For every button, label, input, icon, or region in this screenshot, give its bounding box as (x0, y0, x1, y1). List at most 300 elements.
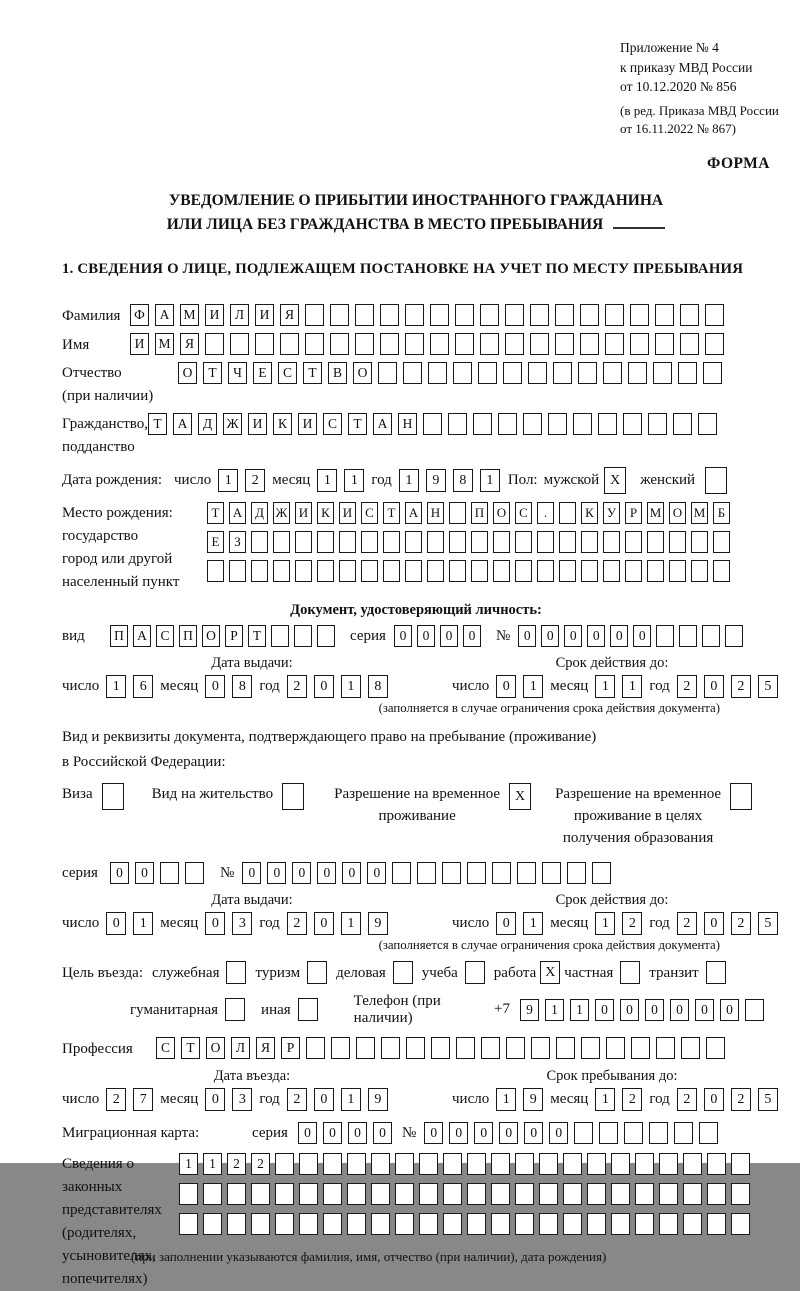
char-cell[interactable]: 1 (133, 912, 153, 935)
firstname-cells[interactable] (130, 333, 730, 355)
char-cell[interactable] (317, 531, 334, 553)
char-cell[interactable]: 5 (758, 675, 778, 698)
char-cell[interactable] (431, 1037, 450, 1059)
char-cell[interactable] (603, 531, 620, 553)
char-cell[interactable] (563, 1183, 582, 1205)
char-cell[interactable] (251, 531, 268, 553)
char-cell[interactable] (406, 1037, 425, 1059)
identity-doc-type-cells[interactable] (110, 625, 340, 647)
char-cell[interactable] (611, 1183, 630, 1205)
char-cell[interactable]: 6 (133, 675, 153, 698)
char-cell[interactable]: 1 (496, 1088, 516, 1111)
char-cell[interactable] (625, 531, 642, 553)
char-cell[interactable] (559, 531, 576, 553)
char-cell[interactable] (473, 413, 492, 435)
residence-series-cells[interactable] (110, 862, 210, 884)
char-cell[interactable] (207, 560, 224, 582)
phone-cells[interactable] (520, 999, 770, 1021)
migration-series-cells[interactable] (298, 1122, 398, 1144)
birth-month-cells[interactable] (317, 469, 364, 492)
char-cell[interactable]: 0 (348, 1122, 367, 1144)
char-cell[interactable]: 1 (570, 999, 589, 1021)
char-cell[interactable]: С (156, 625, 174, 647)
char-cell[interactable]: 0 (595, 999, 614, 1021)
char-cell[interactable]: 1 (317, 469, 337, 492)
char-cell[interactable] (624, 1122, 643, 1144)
char-cell[interactable]: Р (625, 502, 642, 524)
char-cell[interactable] (559, 502, 576, 524)
purpose-official-checkbox[interactable] (226, 961, 246, 984)
char-cell[interactable] (659, 1153, 678, 1175)
char-cell[interactable] (323, 1183, 342, 1205)
char-cell[interactable] (674, 1122, 693, 1144)
char-cell[interactable] (559, 560, 576, 582)
char-cell[interactable] (680, 333, 699, 355)
purpose-work-checkbox[interactable]: X (540, 961, 560, 984)
char-cell[interactable]: В (328, 362, 347, 384)
char-cell[interactable]: 8 (453, 469, 473, 492)
birth-place-row-3[interactable] (207, 560, 735, 582)
char-cell[interactable]: 0 (205, 912, 225, 935)
char-cell[interactable] (480, 333, 499, 355)
char-cell[interactable] (371, 1153, 390, 1175)
char-cell[interactable]: 0 (394, 625, 412, 647)
char-cell[interactable] (659, 1183, 678, 1205)
residence-expiry-day[interactable] (496, 912, 543, 935)
char-cell[interactable]: Д (198, 413, 217, 435)
residence-expiry-year[interactable] (677, 912, 778, 935)
char-cell[interactable] (669, 560, 686, 582)
char-cell[interactable]: 0 (541, 625, 559, 647)
char-cell[interactable] (229, 560, 246, 582)
char-cell[interactable] (419, 1153, 438, 1175)
char-cell[interactable] (356, 1037, 375, 1059)
char-cell[interactable] (380, 304, 399, 326)
char-cell[interactable] (553, 362, 572, 384)
option-temp-residence-edu-checkbox[interactable] (730, 783, 752, 810)
char-cell[interactable]: С (278, 362, 297, 384)
char-cell[interactable] (419, 1183, 438, 1205)
char-cell[interactable]: С (515, 502, 532, 524)
surname-cells[interactable] (130, 304, 730, 326)
char-cell[interactable]: 1 (595, 1088, 615, 1111)
char-cell[interactable] (683, 1153, 702, 1175)
char-cell[interactable] (611, 1213, 630, 1235)
birth-place-row-1[interactable] (207, 502, 735, 524)
char-cell[interactable]: О (206, 1037, 225, 1059)
char-cell[interactable]: 2 (245, 469, 265, 492)
char-cell[interactable]: 0 (314, 912, 334, 935)
char-cell[interactable]: 7 (133, 1088, 153, 1111)
char-cell[interactable] (305, 333, 324, 355)
char-cell[interactable]: 0 (342, 862, 361, 884)
char-cell[interactable] (230, 333, 249, 355)
char-cell[interactable] (548, 413, 567, 435)
char-cell[interactable]: 1 (179, 1153, 198, 1175)
identity-issue-day[interactable] (106, 675, 153, 698)
char-cell[interactable]: 1 (203, 1153, 222, 1175)
char-cell[interactable] (707, 1153, 726, 1175)
char-cell[interactable] (392, 862, 411, 884)
char-cell[interactable]: 0 (373, 1122, 392, 1144)
char-cell[interactable] (581, 1037, 600, 1059)
char-cell[interactable]: 9 (426, 469, 446, 492)
char-cell[interactable]: 0 (267, 862, 286, 884)
char-cell[interactable]: И (248, 413, 267, 435)
char-cell[interactable]: 8 (232, 675, 252, 698)
char-cell[interactable]: О (202, 625, 220, 647)
char-cell[interactable] (592, 862, 611, 884)
char-cell[interactable] (678, 362, 697, 384)
char-cell[interactable]: 2 (731, 912, 751, 935)
char-cell[interactable] (417, 862, 436, 884)
char-cell[interactable] (251, 1183, 270, 1205)
char-cell[interactable] (578, 362, 597, 384)
char-cell[interactable] (656, 625, 674, 647)
char-cell[interactable]: Л (230, 304, 249, 326)
char-cell[interactable] (603, 362, 622, 384)
char-cell[interactable]: 2 (731, 675, 751, 698)
char-cell[interactable]: И (339, 502, 356, 524)
char-cell[interactable] (251, 560, 268, 582)
char-cell[interactable] (515, 1153, 534, 1175)
char-cell[interactable]: 2 (622, 912, 642, 935)
char-cell[interactable] (713, 560, 730, 582)
char-cell[interactable]: 2 (227, 1153, 246, 1175)
char-cell[interactable] (581, 531, 598, 553)
char-cell[interactable]: 2 (731, 1088, 751, 1111)
char-cell[interactable] (539, 1213, 558, 1235)
char-cell[interactable] (280, 333, 299, 355)
char-cell[interactable] (515, 1183, 534, 1205)
char-cell[interactable] (605, 333, 624, 355)
char-cell[interactable]: Я (256, 1037, 275, 1059)
char-cell[interactable] (555, 304, 574, 326)
residence-issue-year[interactable] (287, 912, 388, 935)
char-cell[interactable]: О (353, 362, 372, 384)
char-cell[interactable] (323, 1153, 342, 1175)
char-cell[interactable] (405, 304, 424, 326)
char-cell[interactable]: 0 (695, 999, 714, 1021)
char-cell[interactable] (455, 304, 474, 326)
char-cell[interactable]: 2 (677, 1088, 697, 1111)
residence-number-cells[interactable] (242, 862, 617, 884)
char-cell[interactable] (635, 1153, 654, 1175)
char-cell[interactable]: М (647, 502, 664, 524)
char-cell[interactable] (427, 531, 444, 553)
char-cell[interactable]: 0 (670, 999, 689, 1021)
char-cell[interactable] (587, 1153, 606, 1175)
char-cell[interactable]: 0 (620, 999, 639, 1021)
char-cell[interactable] (455, 333, 474, 355)
char-cell[interactable] (395, 1153, 414, 1175)
char-cell[interactable]: 0 (440, 625, 458, 647)
entry-year[interactable] (287, 1088, 388, 1111)
identity-expiry-day[interactable] (496, 675, 543, 698)
char-cell[interactable]: 1 (523, 675, 543, 698)
char-cell[interactable] (563, 1153, 582, 1175)
char-cell[interactable] (587, 1183, 606, 1205)
char-cell[interactable]: 0 (314, 675, 334, 698)
char-cell[interactable]: 1 (595, 675, 615, 698)
char-cell[interactable] (707, 1213, 726, 1235)
char-cell[interactable]: З (229, 531, 246, 553)
char-cell[interactable] (673, 413, 692, 435)
char-cell[interactable] (347, 1183, 366, 1205)
char-cell[interactable] (530, 333, 549, 355)
char-cell[interactable] (317, 560, 334, 582)
char-cell[interactable] (556, 1037, 575, 1059)
char-cell[interactable]: О (493, 502, 510, 524)
purpose-business-checkbox[interactable] (393, 961, 413, 984)
char-cell[interactable]: 9 (523, 1088, 543, 1111)
char-cell[interactable] (395, 1213, 414, 1235)
char-cell[interactable] (467, 1153, 486, 1175)
char-cell[interactable]: 0 (292, 862, 311, 884)
char-cell[interactable] (702, 625, 720, 647)
identity-issue-month[interactable] (205, 675, 252, 698)
char-cell[interactable] (492, 862, 511, 884)
char-cell[interactable] (647, 560, 664, 582)
char-cell[interactable]: 2 (677, 675, 697, 698)
char-cell[interactable] (361, 531, 378, 553)
char-cell[interactable] (699, 1122, 718, 1144)
char-cell[interactable]: Т (248, 625, 266, 647)
char-cell[interactable]: 0 (463, 625, 481, 647)
char-cell[interactable] (405, 333, 424, 355)
option-visa-checkbox[interactable] (102, 783, 124, 810)
char-cell[interactable]: Я (180, 333, 199, 355)
char-cell[interactable] (531, 1037, 550, 1059)
char-cell[interactable] (680, 304, 699, 326)
char-cell[interactable] (467, 1183, 486, 1205)
char-cell[interactable]: 0 (449, 1122, 468, 1144)
char-cell[interactable] (443, 1213, 462, 1235)
char-cell[interactable]: Р (281, 1037, 300, 1059)
char-cell[interactable]: 1 (622, 675, 642, 698)
char-cell[interactable]: 5 (758, 1088, 778, 1111)
char-cell[interactable]: 0 (496, 912, 516, 935)
char-cell[interactable] (630, 304, 649, 326)
char-cell[interactable] (371, 1183, 390, 1205)
char-cell[interactable] (480, 304, 499, 326)
char-cell[interactable]: 0 (474, 1122, 493, 1144)
char-cell[interactable] (681, 1037, 700, 1059)
char-cell[interactable] (515, 531, 532, 553)
char-cell[interactable] (705, 304, 724, 326)
char-cell[interactable] (160, 862, 179, 884)
birth-place-row-2[interactable] (207, 531, 735, 553)
char-cell[interactable]: 9 (520, 999, 539, 1021)
char-cell[interactable]: 0 (106, 912, 126, 935)
char-cell[interactable] (383, 560, 400, 582)
char-cell[interactable]: 0 (496, 675, 516, 698)
purpose-other-checkbox[interactable] (298, 998, 318, 1021)
char-cell[interactable]: 0 (704, 912, 724, 935)
char-cell[interactable]: 2 (622, 1088, 642, 1111)
char-cell[interactable] (537, 531, 554, 553)
char-cell[interactable] (731, 1183, 750, 1205)
char-cell[interactable]: К (273, 413, 292, 435)
char-cell[interactable] (275, 1213, 294, 1235)
char-cell[interactable] (355, 304, 374, 326)
char-cell[interactable] (498, 413, 517, 435)
char-cell[interactable] (628, 362, 647, 384)
char-cell[interactable] (227, 1213, 246, 1235)
char-cell[interactable] (598, 413, 617, 435)
char-cell[interactable] (587, 1213, 606, 1235)
char-cell[interactable] (691, 531, 708, 553)
residence-issue-month[interactable] (205, 912, 252, 935)
char-cell[interactable]: О (669, 502, 686, 524)
char-cell[interactable]: 0 (499, 1122, 518, 1144)
residence-expiry-month[interactable] (595, 912, 642, 935)
char-cell[interactable] (563, 1213, 582, 1235)
char-cell[interactable]: 9 (368, 1088, 388, 1111)
char-cell[interactable]: У (603, 502, 620, 524)
char-cell[interactable] (505, 304, 524, 326)
char-cell[interactable] (361, 560, 378, 582)
char-cell[interactable] (381, 1037, 400, 1059)
char-cell[interactable] (659, 1213, 678, 1235)
identity-expiry-month[interactable] (595, 675, 642, 698)
char-cell[interactable]: 0 (645, 999, 664, 1021)
char-cell[interactable] (339, 560, 356, 582)
char-cell[interactable] (330, 304, 349, 326)
char-cell[interactable]: А (133, 625, 151, 647)
char-cell[interactable]: 1 (595, 912, 615, 935)
sex-female-checkbox[interactable] (705, 467, 727, 494)
char-cell[interactable] (515, 1213, 534, 1235)
char-cell[interactable]: 0 (323, 1122, 342, 1144)
representatives-row-1[interactable] (179, 1153, 755, 1175)
char-cell[interactable]: 8 (368, 675, 388, 698)
char-cell[interactable]: 0 (205, 1088, 225, 1111)
char-cell[interactable]: 0 (549, 1122, 568, 1144)
char-cell[interactable] (380, 333, 399, 355)
char-cell[interactable]: Т (348, 413, 367, 435)
char-cell[interactable]: Д (251, 502, 268, 524)
char-cell[interactable] (581, 560, 598, 582)
char-cell[interactable] (505, 333, 524, 355)
char-cell[interactable]: Ж (273, 502, 290, 524)
profession-cells[interactable] (156, 1037, 731, 1059)
char-cell[interactable]: Р (225, 625, 243, 647)
identity-expiry-year[interactable] (677, 675, 778, 698)
char-cell[interactable]: И (298, 413, 317, 435)
char-cell[interactable] (323, 1213, 342, 1235)
char-cell[interactable] (442, 862, 461, 884)
purpose-study-checkbox[interactable] (465, 961, 485, 984)
char-cell[interactable] (205, 333, 224, 355)
char-cell[interactable] (185, 862, 204, 884)
char-cell[interactable]: И (295, 502, 312, 524)
char-cell[interactable] (478, 362, 497, 384)
char-cell[interactable] (403, 362, 422, 384)
char-cell[interactable] (203, 1213, 222, 1235)
char-cell[interactable]: Е (253, 362, 272, 384)
char-cell[interactable] (655, 333, 674, 355)
char-cell[interactable]: 0 (298, 1122, 317, 1144)
char-cell[interactable]: П (110, 625, 128, 647)
char-cell[interactable]: М (180, 304, 199, 326)
char-cell[interactable] (203, 1183, 222, 1205)
char-cell[interactable]: П (179, 625, 197, 647)
char-cell[interactable]: Н (398, 413, 417, 435)
char-cell[interactable]: 1 (341, 675, 361, 698)
char-cell[interactable]: 1 (106, 675, 126, 698)
char-cell[interactable] (317, 625, 335, 647)
entry-month[interactable] (205, 1088, 252, 1111)
char-cell[interactable] (331, 1037, 350, 1059)
char-cell[interactable] (255, 333, 274, 355)
char-cell[interactable] (294, 625, 312, 647)
char-cell[interactable]: Ф (130, 304, 149, 326)
char-cell[interactable] (481, 1037, 500, 1059)
char-cell[interactable]: 0 (587, 625, 605, 647)
char-cell[interactable] (631, 1037, 650, 1059)
char-cell[interactable] (493, 560, 510, 582)
char-cell[interactable]: 3 (232, 1088, 252, 1111)
purpose-tourism-checkbox[interactable] (307, 961, 327, 984)
char-cell[interactable]: 0 (135, 862, 154, 884)
purpose-transit-checkbox[interactable] (706, 961, 726, 984)
char-cell[interactable]: Т (303, 362, 322, 384)
char-cell[interactable] (573, 413, 592, 435)
char-cell[interactable]: А (173, 413, 192, 435)
char-cell[interactable]: 1 (523, 912, 543, 935)
option-temp-residence-checkbox[interactable]: X (509, 783, 531, 810)
char-cell[interactable]: 2 (677, 912, 697, 935)
char-cell[interactable]: 2 (251, 1153, 270, 1175)
char-cell[interactable]: Б (713, 502, 730, 524)
char-cell[interactable] (448, 413, 467, 435)
char-cell[interactable] (443, 1183, 462, 1205)
stay-year[interactable] (677, 1088, 778, 1111)
char-cell[interactable]: К (581, 502, 598, 524)
char-cell[interactable] (449, 502, 466, 524)
char-cell[interactable] (443, 1153, 462, 1175)
char-cell[interactable]: 2 (106, 1088, 126, 1111)
purpose-private-checkbox[interactable] (620, 961, 640, 984)
char-cell[interactable] (491, 1183, 510, 1205)
char-cell[interactable]: 0 (720, 999, 739, 1021)
char-cell[interactable] (528, 362, 547, 384)
char-cell[interactable] (648, 413, 667, 435)
char-cell[interactable]: 1 (341, 1088, 361, 1111)
char-cell[interactable] (517, 862, 536, 884)
char-cell[interactable]: Я (280, 304, 299, 326)
char-cell[interactable]: 0 (314, 1088, 334, 1111)
char-cell[interactable] (555, 333, 574, 355)
char-cell[interactable]: 2 (287, 1088, 307, 1111)
char-cell[interactable] (691, 560, 708, 582)
stay-day[interactable] (496, 1088, 543, 1111)
char-cell[interactable] (515, 560, 532, 582)
char-cell[interactable]: 0 (110, 862, 129, 884)
char-cell[interactable] (574, 1122, 593, 1144)
char-cell[interactable] (395, 1183, 414, 1205)
stay-month[interactable] (595, 1088, 642, 1111)
char-cell[interactable]: 3 (232, 912, 252, 935)
char-cell[interactable] (275, 1183, 294, 1205)
char-cell[interactable] (467, 1213, 486, 1235)
char-cell[interactable] (493, 531, 510, 553)
entry-day[interactable] (106, 1088, 153, 1111)
char-cell[interactable]: Е (207, 531, 224, 553)
representatives-row-2[interactable] (179, 1183, 755, 1205)
char-cell[interactable]: 1 (480, 469, 500, 492)
